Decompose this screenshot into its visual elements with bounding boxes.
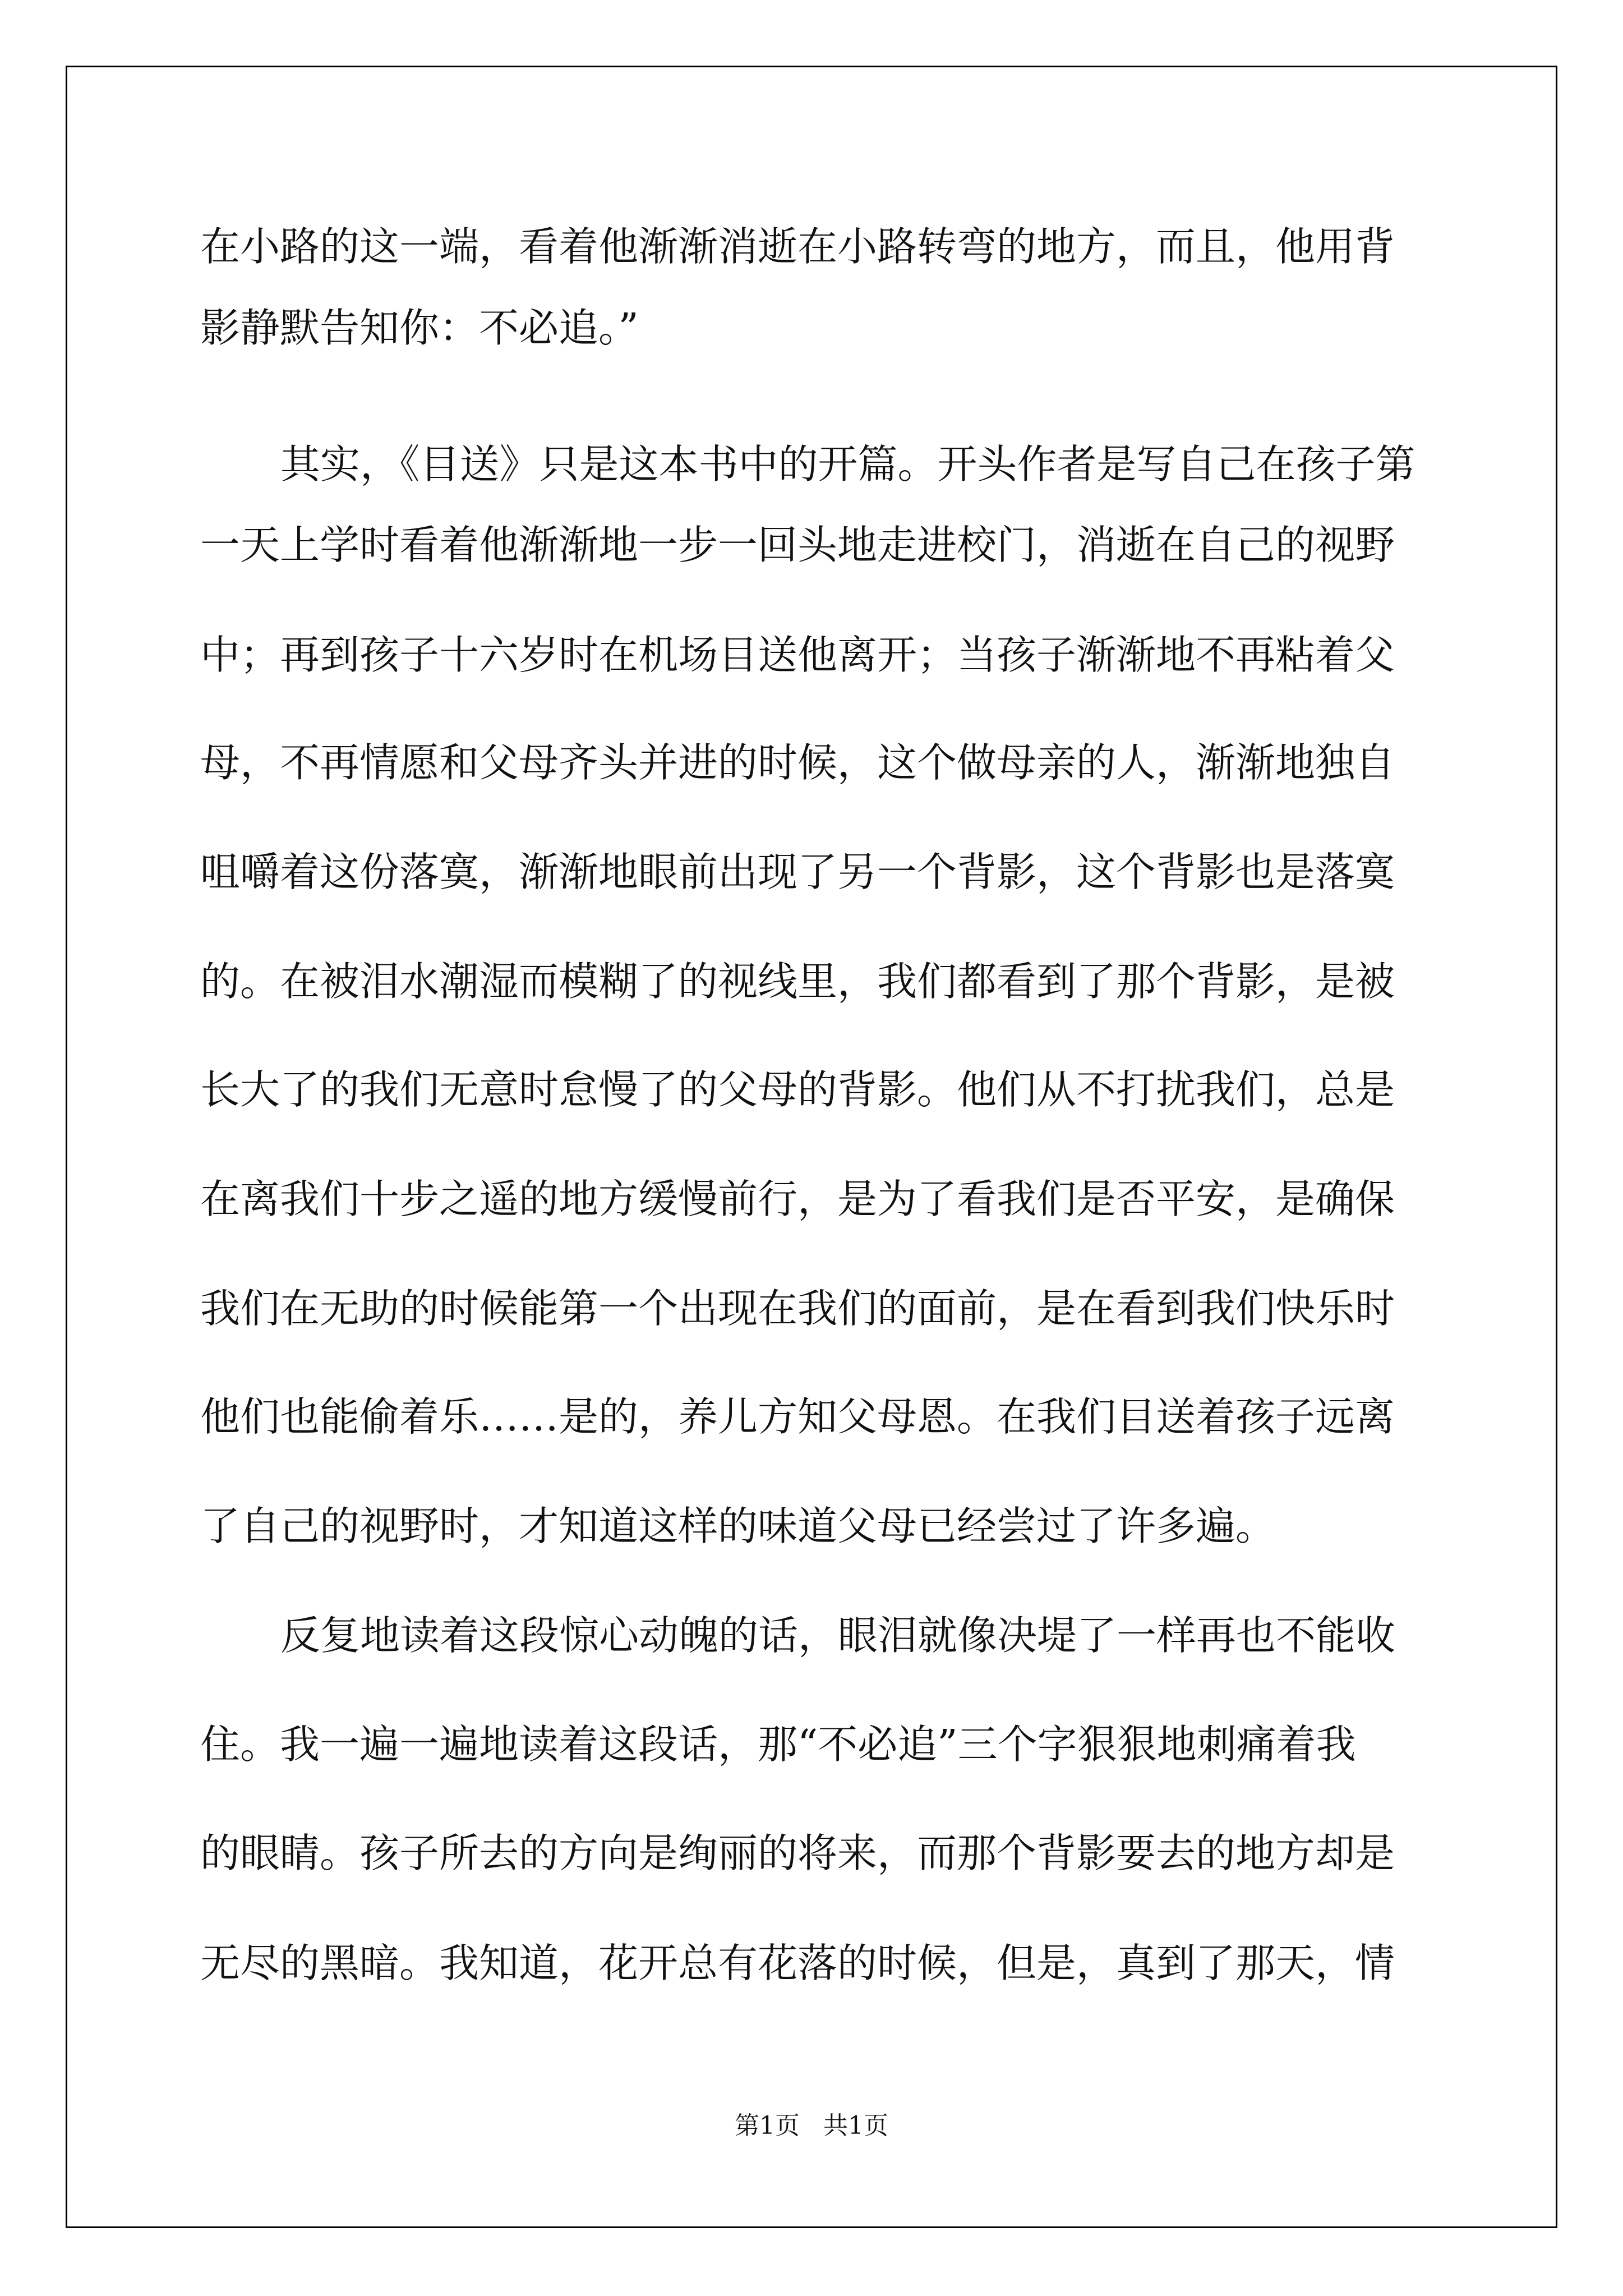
text-line: 的眼睛。孩子所去的方向是绚丽的将来，而那个背影要去的地方却是 <box>200 1830 1395 1876</box>
text-line: 中；再到孩子十六岁时在机场目送他离开；当孩子渐渐地不再粘着父 <box>200 632 1395 678</box>
text-line: 无尽的黑暗。我知道，花开总有花落的时候，但是，真到了那天，情 <box>200 1940 1395 1986</box>
text-line: 在离我们十步之遥的地方缓慢前行，是为了看我们是否平安，是确保 <box>200 1176 1395 1222</box>
text-line: 咀嚼着这份落寞，渐渐地眼前出现了另一个背影，这个背影也是落寞 <box>200 849 1395 895</box>
page-border <box>66 66 1557 2228</box>
text-line: 的。在被泪水潮湿而模糊了的视线里，我们都看到了那个背影，是被 <box>200 958 1395 1005</box>
paragraph-start-line: 其实，《目送》只是这本书中的开篇。开头作者是写自己在孩子第 <box>280 441 1415 487</box>
text-line: 母，不再情愿和父母齐头并进的时候，这个做母亲的人，渐渐地独自 <box>200 739 1395 786</box>
page-number-footer: 第1页 共1页 <box>735 2111 888 2140</box>
text-line: 我们在无助的时候能第一个出现在我们的面前，是在看到我们快乐时 <box>200 1285 1395 1332</box>
paragraph-start-line: 反复地读着这段惊心动魄的话，眼泪就像决堤了一样再也不能收 <box>280 1612 1396 1659</box>
text-line: 了自己的视野时，才知道这样的味道父母已经尝过了许多遍。 <box>200 1503 1276 1549</box>
text-line: 一天上学时看着他渐渐地一步一回头地走进校门，消逝在自己的视野 <box>200 522 1395 568</box>
text-line: 影静默告知你：不必追。” <box>200 305 639 351</box>
text-line: 他们也能偷着乐……是的，养儿方知父母恩。在我们目送着孩子远离 <box>200 1393 1395 1440</box>
text-line: 长大了的我们无意时怠慢了的父母的背影。他们从不打扰我们，总是 <box>200 1066 1395 1113</box>
text-line: 住。我一遍一遍地读着这段话，那“不必追”三个字狠狠地刺痛着我 <box>200 1721 1356 1768</box>
text-line: 在小路的这一端，看着他渐渐消逝在小路转弯的地方，而且，他用背 <box>200 223 1395 270</box>
